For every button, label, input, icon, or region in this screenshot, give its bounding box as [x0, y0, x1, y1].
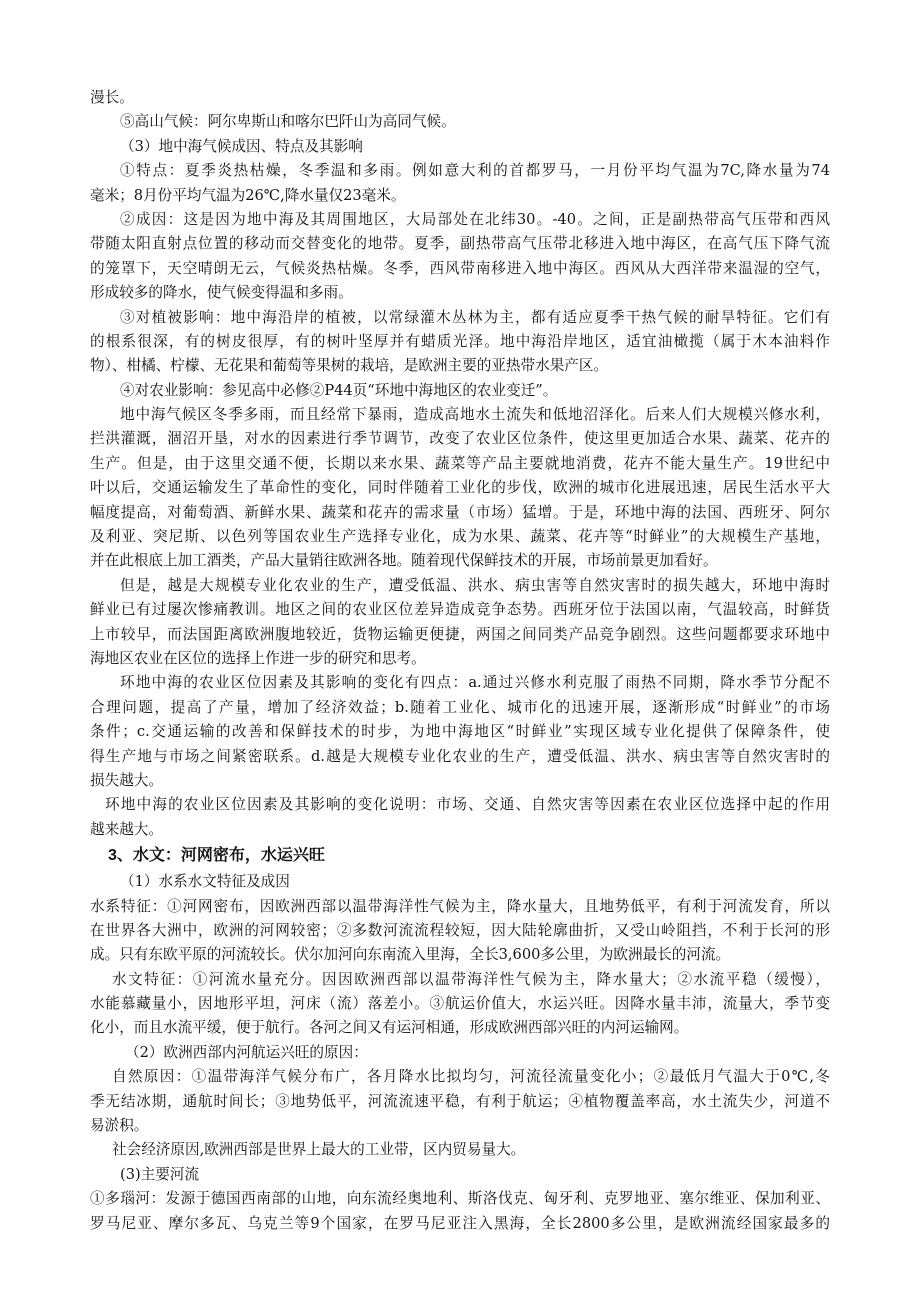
text-line: ⑤高山气候：阿尔卑斯山和喀尔巴阡山为高同气候。 — [120, 113, 456, 131]
text-line: 形成较多的降水，使气候变得温和多雨。 — [90, 284, 353, 302]
text-line: ④对农业影响：参见高中必修②P44页“环地中海地区的农业变迁”。 — [120, 381, 558, 399]
text-line: 水系特征：①河网密布，因欧洲西部以温带海洋性气候为主，降水量大，且地势低平，有利于河流发育，所以 — [90, 897, 830, 915]
text-line: ③对植被影响：地中海沿岸的植被，以常绿灌木丛林为主，都有适应夏季干热气候的耐旱特征。它们有 — [120, 308, 830, 326]
document-page — [90, 86, 830, 1236]
text-line: 在世界各大洲中，欧洲的河网较密；②多数河流流程较短，因大陆轮廓曲折，又受山岭阻挡，不利于长河的形 — [90, 921, 830, 939]
text-line: 毫米；8月份平均气温为26℃,降水量仅23毫米。 — [90, 186, 406, 204]
text-line: ①特点：夏季炎热枯燥，冬季温和多雨。例如意大利的首都罗马，一月份平均气温为7C,降水量为74 — [120, 162, 830, 180]
text-line: 物）、柑橘、柠檬、无花果和葡萄等果树的栽培，是欧洲主要的亚热带水果产区。 — [90, 357, 609, 375]
text-line: 季无结冰期，通航时间长；③地势低平，河流流速平稳，有利于航运；④植物覆盖率高，水土流失少，河道不 — [90, 1092, 830, 1110]
section-heading: 3、水文：河网密布，水运兴旺 — [108, 847, 325, 865]
text-line: 并在此根底上加工酒类，产品大量销往欧洲各地。随着现代保鲜技术的开展，市场前景更加看好。 — [90, 552, 718, 570]
text-line: 但是，越是大规模专业化农业的生产，遭受低温、洪水、病虫害等自然灾害时的损失越大，环地中海时 — [120, 576, 830, 594]
text-line: 水文特征：①河流水量充分。因因欧洲西部以温带海洋性气候为主，降水量大；②水流平稳（缓慢）， — [112, 970, 830, 988]
text-line: ②成因：这是因为地中海及其周围地区，大局部处在北纬30。-40。之间，正是副热带高气压带和西风 — [120, 210, 830, 228]
text-line: ①多瑙河：发源于德国西南部的山地，向东流经奥地利、斯洛伐克、匈牙利、克罗地亚、塞尔维亚、保加利亚、 — [90, 1190, 830, 1208]
text-line: 生产。但是，由于这里交通不便，长期以来水果、蔬菜等产品主要就地消费，花卉不能大量生产。19世纪中 — [90, 454, 830, 472]
text-line: 水能慕藏量小，因地形平坦，河床（流）落差小。③航运价值大，水运兴旺。因降水量丰沛，流量大，季节变 — [90, 995, 830, 1013]
text-line: 罗马尼亚、摩尔多瓦、乌克兰等9个国家，在罗马尼亚注入黑海，全长2800多公里，是欧洲流经国家最多的 — [90, 1214, 830, 1232]
text-line: 上市较早，而法国距离欧洲腹地较近，货物运输更便捷，两国之间同类产品竞争剧烈。这些问题都要求环地中 — [90, 625, 830, 643]
text-line: 损失越大。 — [90, 771, 163, 789]
text-line: 得生产地与市场之间紧密联系。d.越是大规模专业化农业的生产，遭受低温、洪水、病虫害等自然灾害时的 — [90, 747, 830, 765]
subheading: （3）地中海气候成因、特点及其影响 — [120, 137, 363, 155]
text-line: 的笼罩下，天空晴朗无云，气候炎热枯燥。冬季，西风带南移进入地中海区。西风从大西洋带来温湿的空气， — [90, 259, 830, 277]
text-line: 海地区农业在区位的选择上作进一步的研究和思考。 — [90, 649, 426, 667]
text-line: 鲜业已有过屡次惨痛教训。地区之间的农业区位差异造成竞争态势。西班牙位于法国以南，气温较高，时鲜货 — [90, 601, 830, 619]
text-line: 越来越大。 — [90, 820, 163, 838]
subheading: （2）欧洲西部内河航运兴旺的原因： — [125, 1043, 368, 1061]
text-line: 合理问题，提高了产量，增加了经济效益；b.随着工业化、城市化的迅速开展，逐渐形成“时鲜业”的市场 — [90, 698, 830, 716]
text-line: 拦洪灌溉，涸沼开垦，对水的因素进行季节调节，改变了农业区位条件，使这里更加适合水果、蔬菜、花卉的 — [90, 430, 830, 448]
text-line: 幅度提高，对葡萄酒、新鲜水果、蔬菜和花卉的需求量（市场）猛增。于是，环地中海的法国、西班牙、阿尔 — [90, 503, 830, 521]
text-line: 易淤积。 — [90, 1117, 149, 1135]
text-line: 社会经济原因,欧洲西部是世界上最大的工业带，区内贸易量大。 — [112, 1141, 526, 1159]
text-line: 自然原因：①温带海洋气候分布广，各月降水比拟均匀，河流径流量变化小；②最低月气温大于0℃,冬 — [112, 1068, 830, 1086]
text-line: 化小，而且水流平缓，便于航行。各河之间又有运河相通，形成欧洲西部兴旺的内河运输网。 — [90, 1019, 689, 1037]
text-line: 环地中海的农业区位因素及其影响的变化有四点：a.通过兴修水利克服了雨热不同期，降水季节分配不 — [120, 674, 830, 692]
text-line: 漫长。 — [90, 89, 134, 106]
subheading: (3)主要河流 — [120, 1165, 200, 1183]
text-line: 环地中海的农业区位因素及其影响的变化说明：市场、交通、自然灾害等因素在农业区位选择中起的作用 — [105, 796, 830, 814]
text-line: 及利亚、突尼斯、以色列等国农业生产选择专业化，成为水果、蔬菜、花卉等“时鲜业”的大规模生产基地， — [90, 528, 830, 546]
text-line: 叶以后，交通运输发生了革命性的变化，同时伴随着工业化的步伐，欧洲的城市化进展迅速，居民生活水平大 — [90, 479, 830, 497]
text-line: 的根系很深，有的树皮很厚，有的树叶坚厚并有蜡质光泽。地中海沿岸地区，适宜油橄揽（属于木本油料作 — [90, 332, 830, 350]
text-line: 地中海气候区冬季多雨，而且经常下暴雨，造成高地水土流失和低地沼泽化。后来人们大规模兴修水利， — [120, 406, 830, 424]
text-line: 成。只有东欧平原的河流较长。伏尔加河向东南流入里海，全长3,600多公里，为欧洲最长的河流。 — [90, 946, 731, 964]
subheading: （1）水系水文特征及成因 — [120, 873, 290, 891]
text-line: 带随太阳直射点位置的移动而交替变化的地带。夏季，副热带高气压带北移进入地中海区，在高气压下降气流 — [90, 235, 830, 253]
text-line: 条件；c.交通运输的改善和保鲜技术的时步，为地中海地区“时鲜业”实现区域专业化提供了保障条件，使 — [90, 723, 830, 741]
